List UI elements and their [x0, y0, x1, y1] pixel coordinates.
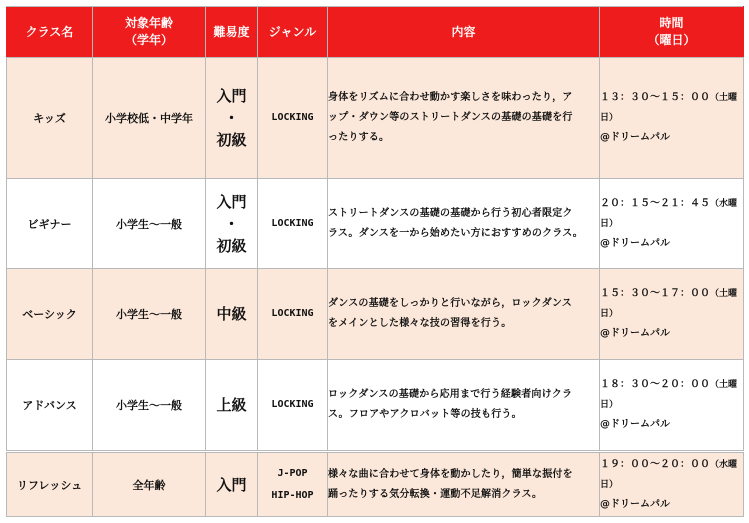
content-cell: 身体をリズムに合わせ動かす楽しさを味わったり，ア ップ・ダウン等のストリートダンスの基礎の基礎を行 ったりする。	[328, 58, 600, 179]
genre-cell: LOCKING	[258, 58, 328, 179]
genre-cell: J-POP HIP-HOP	[258, 452, 328, 517]
table-row	[7, 58, 744, 179]
target-age-cell: 小学生～一般	[93, 360, 206, 452]
header-target-age: 対象年齢 （学年）	[93, 7, 206, 58]
genre-cell: LOCKING	[258, 269, 328, 360]
difficulty-cell: 入門	[206, 452, 258, 517]
content-cell: ストリートダンスの基礎の基礎から行う初心者限定ク ラス。ダンスを一から始めたい方におすすめのクラス。	[328, 179, 600, 269]
target-age-cell: 小学校低・中学年	[93, 58, 206, 179]
table-row	[7, 360, 744, 452]
table-row	[7, 452, 744, 517]
time-cell: １９：００～２０：００（水曜日） @ドリームパル	[600, 452, 744, 517]
time-cell: ２０：１５～２１：４５（水曜日） @ドリームパル	[600, 179, 744, 269]
header-time: 時間 （曜日）	[600, 7, 744, 58]
difficulty-cell: 入門 ・ 初級	[206, 179, 258, 269]
class-name-cell: リフレッシュ	[7, 452, 93, 517]
genre-cell: LOCKING	[258, 360, 328, 452]
class-name-cell: アドバンス	[7, 360, 93, 452]
genre-cell: LOCKING	[258, 179, 328, 269]
target-age-cell: 小学生～一般	[93, 269, 206, 360]
header-row	[7, 7, 744, 58]
target-age-cell: 全年齢	[93, 452, 206, 517]
time-cell: １３：３０～１５：００（土曜日） @ドリームパル	[600, 58, 744, 179]
difficulty-cell: 入門 ・ 初級	[206, 58, 258, 179]
content-cell: 様々な曲に合わせて身体を動かしたり，簡単な振付を 踊ったりする気分転換・運動不足解消クラス。	[328, 452, 600, 517]
table-row	[7, 179, 744, 269]
time-cell: １５：３０～１７：００（土曜日） @ドリームパル	[600, 269, 744, 360]
difficulty-cell: 中級	[206, 269, 258, 360]
content-cell: ダンスの基礎をしっかりと行いながら，ロックダンス をメインとした様々な技の習得を行う。	[328, 269, 600, 360]
time-cell: １８：３０～２０：００（土曜日） @ドリームパル	[600, 360, 744, 452]
class-name-cell: ビギナー	[7, 179, 93, 269]
header-genre: ジャンル	[258, 7, 328, 58]
class-schedule-table	[6, 6, 744, 517]
header-content: 内容	[328, 7, 600, 58]
class-name-cell: ベーシック	[7, 269, 93, 360]
difficulty-cell: 上級	[206, 360, 258, 452]
content-cell: ロックダンスの基礎から応用まで行う経験者向けクラ ス。フロアやアクロバット等の技も行う。	[328, 360, 600, 452]
header-class-name: クラス名	[7, 7, 93, 58]
table-row	[7, 269, 744, 360]
header-difficulty: 難易度	[206, 7, 258, 58]
target-age-cell: 小学生～一般	[93, 179, 206, 269]
class-name-cell: キッズ	[7, 58, 93, 179]
